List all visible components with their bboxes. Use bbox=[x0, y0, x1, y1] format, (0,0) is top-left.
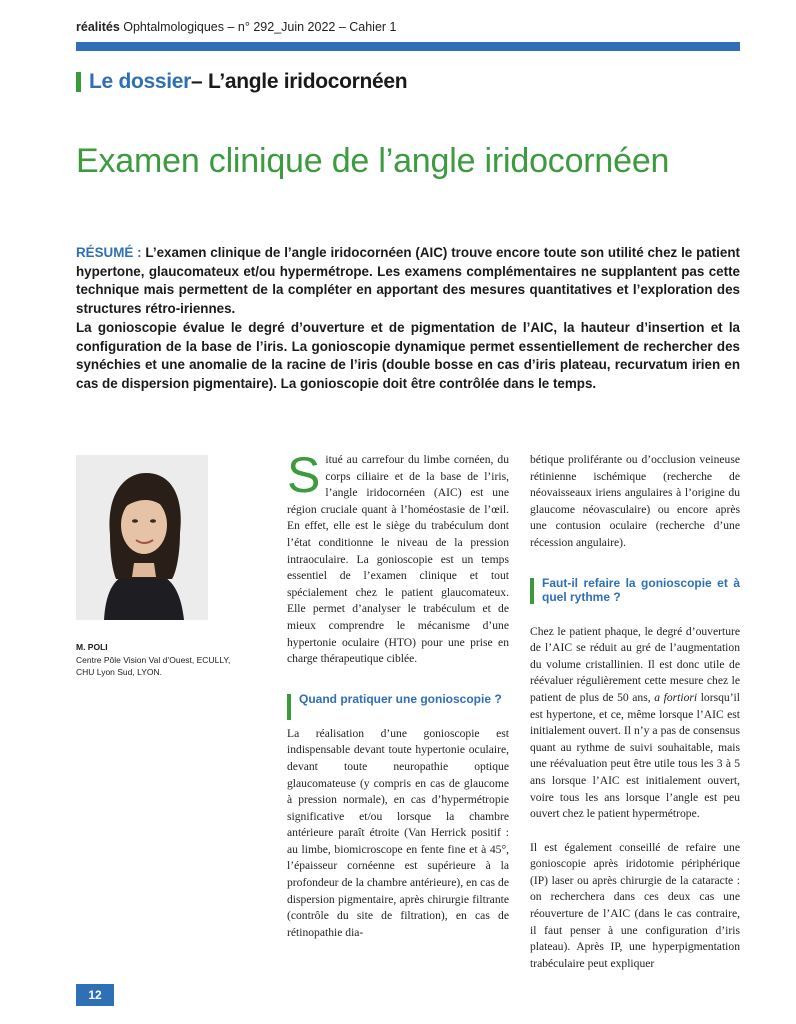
abstract-para-1 bbox=[76, 244, 740, 319]
author-name: M. POLI bbox=[76, 642, 108, 652]
author-photo bbox=[76, 455, 208, 620]
article-title: Examen clinique de l’angle iridocornéen bbox=[76, 142, 670, 180]
paragraph-gap bbox=[530, 823, 740, 840]
subheading-when: Quand pratiquer une gonioscopie ? bbox=[287, 692, 509, 706]
header-rule bbox=[76, 42, 740, 51]
continued-paragraph: bétique proliférante ou d’occlusion veineuse rétinienne ischémique (recherche de néovaisseaux iriens angulaires à l’origine du glaucome néovasculaire) ou encore après une contusion oculaire (recherche d’une récession angulaire). bbox=[530, 453, 740, 549]
column-2 bbox=[530, 452, 740, 972]
abstract-text-1: L’examen clinique de l’angle iridocornéen (AIC) trouve encore toute son utilité chez le patient hypertone, glaucomateux et/ou hypermétrope. Les examens complémentaires ne supplantent pas cette technique mais permettent de la compléter en apportant des mesures quantitatives et l’exploration des structures rétro-iriennes. bbox=[76, 245, 740, 317]
running-head bbox=[76, 20, 397, 34]
section-heading bbox=[76, 70, 407, 94]
body-paragraph-1: La réalisation d’une gonioscopie est indispensable devant toute hypertonie oculaire, devant toute neuropathie optique glaucomateuse (y compris en cas de glaucome à pression normale), en cas d’hypermétropie significative et/ou lorsque la chambre antérieure paraît étroite (Van Herrick positif : au limbe, biomicroscope en fente fine et à 45°, l’épaisseur cornéenne est supérieure à la profondeur de la chambre antérieure), en cas de dispersion pigmentaire, après chirurgie filtrante (contrôle du site de filtration), en cas de rétinopathie dia- bbox=[287, 726, 509, 939]
drop-cap: S bbox=[287, 447, 321, 503]
author-affiliation: Centre Pôle Vision Val d’Ouest, ECULLY, CHU Lyon Sud, LYON. bbox=[76, 655, 231, 677]
abstract-label: RÉSUMÉ : bbox=[76, 245, 142, 260]
subheading-repeat: Faut-il refaire la gonioscopie et à quel rythme ? bbox=[530, 576, 740, 604]
body-paragraph-3: Il est également conseillé de refaire une gonioscopie après iridotomie périphérique (IP) laser ou après chirurgie de la cataracte : on recherchera dans ces deux cas une réouverture de l’AIC (dans le cas contraire, il faut penser à une configuration d’iris plateau). Après IP, une hyperpigmentation trabéculaire peut expliquer bbox=[530, 840, 740, 970]
page-number: 12 bbox=[76, 984, 114, 1006]
issue-info: Ophtalmologiques – n° 292_Juin 2022 – Cahier 1 bbox=[119, 20, 397, 34]
section-marker bbox=[76, 72, 81, 92]
body-paragraph-2 bbox=[530, 624, 740, 823]
abstract-para-2: La gonioscopie évalue le degré d’ouverture et de pigmentation de l’AIC, la hauteur d’insertion et la configuration de la base de l’iris. La gonioscopie dynamique permet essentiellement de rechercher des synéchies et une anomalie de la racine de l’iris (double bosse en cas d’iris plateau, recurvatum irien en cas de dispersion pigmentaire). La gonioscopie doit être contrôlée dans le temps. bbox=[76, 319, 740, 391]
intro-text: itué au carrefour du limbe cornéen, du corps ciliaire et de la base de l’iris, l’angle iridocornéen (AIC) est une région cruciale quant à l’homéostasie de l’œil. En effet, elle est le siège du trabéculum dont l’état conditionne le niveau de la pression intraoculaire. La gonioscopie est un temps essentiel de l’examen clinique et tout spécialement chez le patient glaucomateux. Elle permet d’analyser le trabéculum et de mieux comprendre le mécanisme d’une hypertonie oculaire (HTO) pour une prise en charge thérapeutique ciblée. bbox=[287, 453, 509, 666]
section-label: Le dossier bbox=[89, 70, 192, 93]
body-text-2b: lorsqu’il est hypertone, et ce, même lorsque l’AIC est initialement ouvert. Il n’y a pas de consensus quant au rythme de suivi souhaitable, mais une réévaluation peut être utile tous les 3 à 5 ans lorsque l’AIC est initialement ouvert, voire tous les ans lorsque l’angle est peu ouvert chez le patient hypermétrope. bbox=[530, 690, 740, 821]
section-topic: – L’angle iridocornéen bbox=[191, 70, 408, 93]
column-1 bbox=[287, 447, 509, 941]
author-portrait bbox=[76, 455, 208, 620]
body-text-2a: Chez le patient phaque, le degré d’ouverture de l’AIC se réduit au gré de l’augmentation du volume cristallinien. Il est donc utile de réévaluer régulièrement cette mesure chez le patient de plus de 50 ans, bbox=[530, 624, 740, 704]
intro-paragraph bbox=[287, 447, 509, 668]
emphasis-a-fortiori: a fortiori bbox=[654, 690, 698, 704]
abstract bbox=[76, 244, 740, 394]
journal-brand: réalités bbox=[76, 20, 120, 34]
